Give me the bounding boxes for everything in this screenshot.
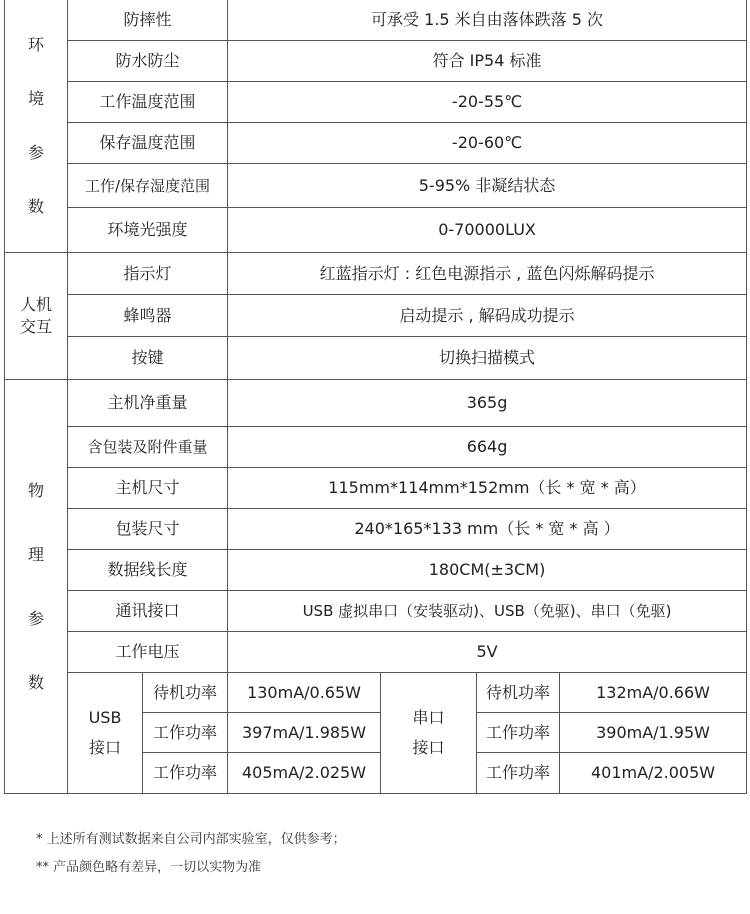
env-group-char: 数	[27, 196, 44, 216]
serial-interface-line: 串口	[412, 708, 445, 727]
serial-power-value: 390mA/1.95W	[560, 713, 747, 753]
physical-row	[5, 509, 747, 550]
row-label: 数据线长度	[68, 550, 228, 591]
hmi-row	[5, 253, 747, 295]
hmi-group-line: 人机	[19, 295, 52, 314]
env-row	[5, 82, 747, 123]
env-row	[5, 164, 747, 208]
row-label: 包装尺寸	[68, 509, 228, 550]
row-label: 环境光强度	[68, 208, 228, 253]
row-value: 664g	[228, 427, 747, 468]
env-row	[5, 123, 747, 164]
row-label: 主机尺寸	[68, 468, 228, 509]
footnote: * 上述所有测试数据来自公司内部实验室，仅供参考；	[36, 832, 346, 847]
row-label: 工作/保存湿度范围	[68, 164, 228, 208]
physical-group-char: 物	[27, 480, 44, 500]
row-value: USB 虚拟串口（安装驱动)、USB（免驱)、串口（免驱)	[228, 591, 747, 632]
env-group-char: 环	[27, 34, 44, 54]
serial-interface-line: 接口	[412, 738, 445, 757]
row-value: 切换扫描模式	[228, 337, 747, 380]
usb-power-label: 工作功率	[143, 753, 228, 794]
env-group-label	[5, 0, 68, 253]
serial-power-value: 401mA/2.005W	[560, 753, 747, 794]
row-label: 防水防尘	[68, 41, 228, 82]
usb-power-value: 405mA/2.025W	[228, 753, 381, 794]
env-row	[5, 0, 747, 41]
physical-group-char: 数	[27, 672, 44, 692]
row-label: 工作电压	[68, 632, 228, 673]
row-label: 指示灯	[68, 253, 228, 295]
serial-power-value: 132mA/0.66W	[560, 673, 747, 713]
row-label: 通讯接口	[68, 591, 228, 632]
serial-power-label: 工作功率	[477, 753, 560, 794]
row-value: 0-70000LUX	[228, 208, 747, 253]
row-value: 180CM(±3CM)	[228, 550, 747, 591]
row-label: 保存温度范围	[68, 123, 228, 164]
physical-row	[5, 468, 747, 509]
row-label: 含包装及附件重量	[68, 427, 228, 468]
physical-group-char: 理	[27, 544, 44, 564]
row-label: 防摔性	[68, 0, 228, 41]
row-label: 主机净重量	[68, 380, 228, 427]
usb-power-value: 397mA/1.985W	[228, 713, 381, 753]
usb-interface-label	[68, 673, 143, 794]
physical-group-label	[5, 380, 68, 794]
env-row	[5, 41, 747, 82]
serial-interface-label	[381, 673, 477, 794]
usb-interface-line: USB	[88, 708, 122, 727]
physical-row	[5, 427, 747, 468]
spec-table	[4, 0, 747, 794]
row-value: 符合 IP54 标准	[228, 41, 747, 82]
physical-group-char: 参	[27, 608, 44, 628]
env-row	[5, 208, 747, 253]
row-label: 蜂鸣器	[68, 295, 228, 337]
physical-row	[5, 550, 747, 591]
row-value: -20-60℃	[228, 123, 747, 164]
row-label: 工作温度范围	[68, 82, 228, 123]
usb-interface-line: 接口	[88, 738, 121, 757]
row-value: 5V	[228, 632, 747, 673]
row-value: 115mm*114mm*152mm（长 * 宽 * 高）	[228, 468, 747, 509]
footnotes	[36, 832, 346, 888]
hmi-row	[5, 295, 747, 337]
row-label: 按键	[68, 337, 228, 380]
hmi-group-label	[5, 253, 68, 380]
row-value: 红蓝指示灯 : 红色电源指示 , 蓝色闪烁解码提示	[228, 253, 747, 295]
serial-power-label: 待机功率	[477, 673, 560, 713]
row-value: 365g	[228, 380, 747, 427]
usb-power-label: 待机功率	[143, 673, 228, 713]
usb-power-label: 工作功率	[143, 713, 228, 753]
power-row	[5, 673, 747, 713]
usb-power-value: 130mA/0.65W	[228, 673, 381, 713]
footnote: ** 产品颜色略有差异，一切以实物为准	[36, 860, 262, 875]
env-group-char: 境	[27, 88, 44, 108]
physical-row	[5, 591, 747, 632]
physical-row	[5, 380, 747, 427]
hmi-group-line: 交互	[19, 317, 52, 336]
physical-row	[5, 632, 747, 673]
row-value: 可承受 1.5 米自由落体跌落 5 次	[228, 0, 747, 41]
row-value: -20-55℃	[228, 82, 747, 123]
env-group-char: 参	[27, 142, 44, 162]
row-value: 240*165*133 mm（长 * 宽 * 高 ）	[228, 509, 747, 550]
row-value: 启动提示 , 解码成功提示	[228, 295, 747, 337]
row-value: 5-95% 非凝结状态	[228, 164, 747, 208]
hmi-row	[5, 337, 747, 380]
serial-power-label: 工作功率	[477, 713, 560, 753]
